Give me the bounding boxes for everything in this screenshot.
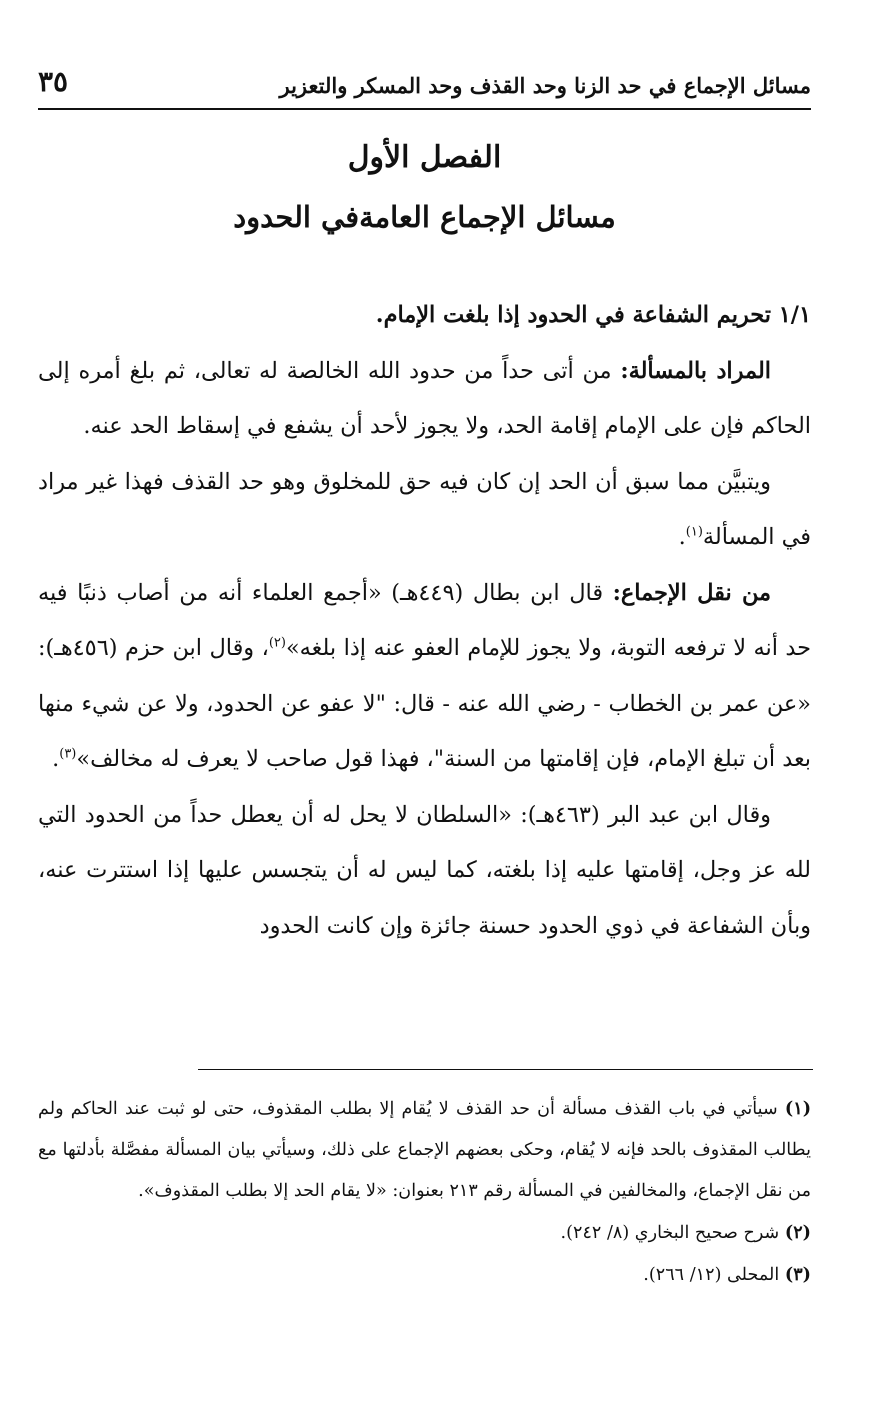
chapter-subtitle: مسائل الإجماع العامةفي الحدود: [233, 200, 616, 234]
footnote-text: المحلى (١٢/ ٢٦٦).: [643, 1265, 780, 1285]
footnotes: [38, 1088, 811, 1296]
footnote-rule: [198, 1069, 813, 1070]
section-heading: ١/١ تحريم الشفاعة في الحدود إذا بلغت الإمام.: [375, 302, 811, 328]
paragraph-quote: وقال ابن عبد البر (٤٦٣هـ): «السلطان لا يحل له أن يعطل حداً من الحدود التي لله عز وجل، إقامتها عليه إذا بلغته، كما ليس له أن يتجسس عليها إذا استترت عنه، وبأن الشفاعة في ذوي الحدود حسنة جائزة وإن كانت الحدود: [38, 801, 811, 939]
footnote-item: [38, 1212, 811, 1254]
footnote-text: شرح صحيح البخاري (٨/ ٢٤٢).: [560, 1223, 780, 1243]
running-header: [38, 58, 811, 98]
footnote-ref[interactable]: (١): [685, 524, 703, 540]
paragraph-lead: من نقل الإجماع:: [612, 579, 772, 606]
footnote-ref[interactable]: (٣): [59, 746, 77, 762]
footnote-number: (٢): [784, 1222, 811, 1243]
body-text: [38, 288, 811, 954]
header-rule: [38, 108, 811, 110]
paragraph-text: ، وقال ابن حزم (٤٥٦هـ): «عن عمر بن الخطاب - رضي الله عنه - قال: "لا عفو عن الحدود، ولا عن شيء منها بعد أن تبلغ الإمام، فإن إقامتها من السنة"، فهذا قول صاحب لا يعرف له مخالف»: [38, 635, 811, 772]
footnote-number: (٣): [784, 1264, 811, 1285]
paragraph-end: .: [678, 524, 686, 550]
footnote-ref[interactable]: (٢): [268, 635, 286, 651]
paragraph-definition: [38, 344, 811, 455]
chapter-title: الفصل الأول: [347, 140, 502, 175]
footnote-item: [38, 1254, 811, 1296]
paragraph-end: .: [52, 746, 60, 772]
footnote-text: سيأتي في باب القذف مسألة أن حد القذف لا يُقام إلا بطلب المقذوف، حتى لو ثبت عند الحاكم ولم يطالب المقذوف بالحد فإنه لا يُقام، وحكى بعضهم الإجماع على ذلك، وسيأتي بيان المسألة مفصَّلة بأدلتها مع من نقل الإجماع، والمخالفين في المسألة رقم ٢١٣ بعنوان: «لا يقام الحد إلا بطلب المقذوف».: [38, 1099, 811, 1201]
paragraph-text: من أتى حداً من حدود الله الخالصة له تعالى، ثم بلغ أمره إلى الحاكم فإن على الإمام إقامة الحد، ولا يجوز لأحد أن يشفع في إسقاط الحد عنه.: [38, 357, 811, 439]
paragraph-clarification: [38, 455, 811, 566]
running-title: مسائل الإجماع في حد الزنا وحد القذف وحد المسكر والتعزير: [279, 73, 811, 98]
page-number: ٣٥: [38, 65, 69, 98]
footnote-item: [38, 1088, 811, 1212]
paragraph-consensus: [38, 566, 811, 788]
paragraph-lead: المراد بالمسألة:: [620, 357, 771, 384]
paragraph-text: قال ابن بطال (٤٤٩هـ) «أجمع العلماء أنه من أصاب ذنبًا فيه حد أنه لا ترفعه التوبة، ولا يجوز للإمام العفو عنه إذا بلغه»: [38, 579, 812, 661]
paragraph-text: ويتبيَّن مما سبق أن الحد إن كان فيه حق للمخلوق وهو حد القذف فهذا غير مراد في المسألة: [38, 468, 811, 550]
footnote-number: (١): [784, 1098, 812, 1119]
